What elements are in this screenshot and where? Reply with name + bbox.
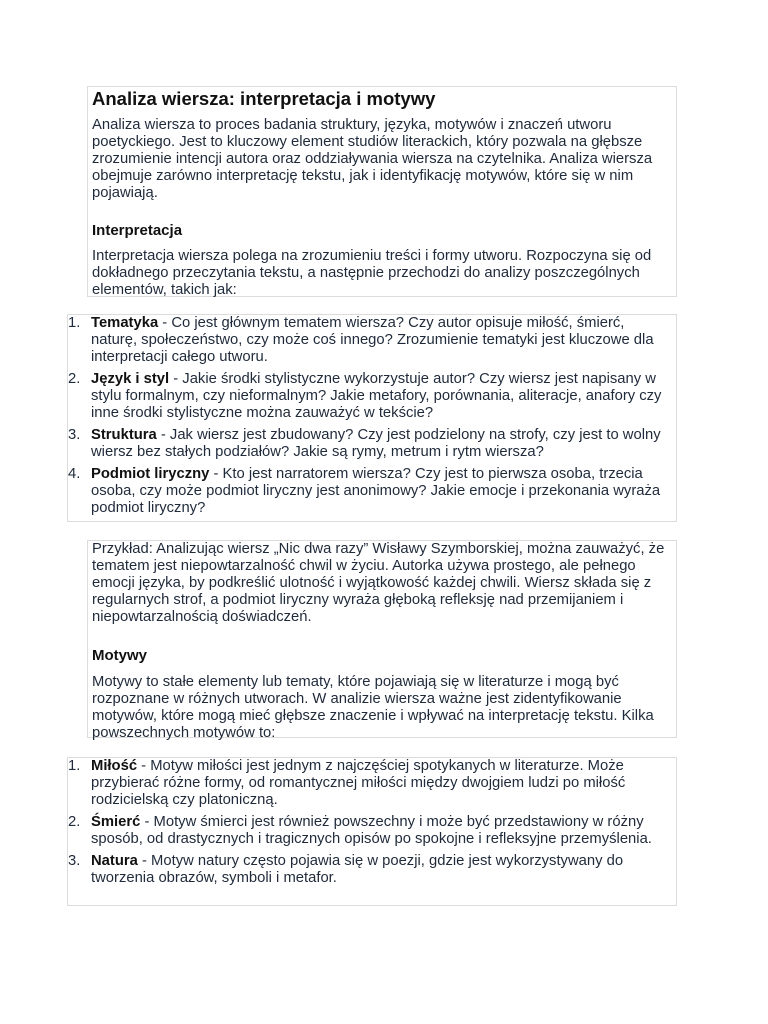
list-number: 4.: [68, 466, 81, 482]
list-item: [68, 371, 676, 422]
list-number: 2.: [68, 371, 81, 387]
list-description: - Co jest głównym tematem wiersza? Czy autor opisuje miłość, śmierć, naturę, społeczeństwo, czy może coś innego? Zrozumienie tematyki jest kluczowe dla interpretacji całego utworu.: [91, 315, 654, 365]
motifs-paragraph: Motywy to stałe elementy lub tematy, które pojawiają się w literaturze i mogą być rozpoznane w różnych utworach. W analizie wiersza ważne jest zidentyfikowanie motywów, które mogą mieć głębsze znaczenie i wpływać na interpretację tekstu. Kilka powszechnych motywów to:: [92, 674, 654, 741]
list-description: - Motyw miłości jest jednym z najczęściej spotykanych w literaturze. Może przybierać różne formy, od romantycznej miłości między dwojgiem ludzi po miłość rodzicielską czy platoniczną.: [91, 758, 626, 808]
list-item: [68, 466, 676, 517]
list-term: Miłość: [91, 758, 138, 774]
list-term: Natura: [91, 853, 138, 869]
list-description: - Kto jest narratorem wiersza? Czy jest to pierwsza osoba, trzecia osoba, czy może podmiot liryczny jest anonimowy? Jakie emocje i przekonania wyraża podmiot liryczny?: [91, 466, 661, 516]
motifs-list: [68, 758, 676, 887]
interpretation-list-section: [67, 314, 677, 522]
example-paragraph: Przykład: Analizując wiersz „Nic dwa razy” Wisławy Szymborskiej, można zauważyć, że tematem jest niepowtarzalność chwil w życiu. Autorka używa prostego, ale pełnego emocji języka, by podkreślić ulotność i wyjątkowość każdej chwili. Wiersz składa się z regularnych strof, a podmiot liryczny wyraża głęboką refleksję nad przemijaniem i niepowtarzalnością doświadczeń.: [92, 541, 665, 625]
list-term: Struktura: [91, 427, 157, 443]
list-item: [68, 758, 676, 809]
list-item: [68, 427, 676, 461]
example-section: [87, 540, 677, 741]
list-number: 3.: [68, 427, 81, 443]
interpretation-heading: Interpretacja: [92, 222, 183, 239]
intro-paragraph: Analiza wiersza to proces badania struktury, języka, motywów i znaczeń utworu poetyckiego. Jest to kluczowy element studiów literackich, który pozwala na głębsze zrozumienie intencji autora oraz oddziaływania wiersza na czytelnika. Analiza wiersza obejmuje zarówno interpretację tekstu, jak i identyfikację motywów, które się w nim pojawiają.: [92, 117, 653, 201]
list-description: - Jakie środki stylistyczne wykorzystuje autor? Czy wiersz jest napisany w stylu formalnym, czy nieformalnym? Jakie metafory, porównania, aliteracje, anafory czy inne środki stylistyczne można zauważyć w tekście?: [91, 371, 662, 421]
list-term: Podmiot liryczny: [91, 466, 210, 482]
list-item: [68, 853, 676, 887]
list-term: Język i styl: [91, 371, 170, 387]
interpretation-list: [68, 315, 676, 517]
motifs-list-section: [67, 757, 677, 906]
interpretation-paragraph: Interpretacja wiersza polega na zrozumieniu treści i formy utworu. Rozpoczyna się od dokładnego przeczytania tekstu, a następnie przechodzi do analizy poszczególnych elementów, takich jak:: [92, 248, 652, 298]
list-term: Śmierć: [91, 814, 141, 830]
list-item: [68, 315, 676, 366]
intro-section: [87, 86, 677, 297]
list-number: 3.: [68, 853, 81, 869]
list-description: - Jak wiersz jest zbudowany? Czy jest podzielony na strofy, czy jest to wolny wiersz bez stałych podziałów? Jakie są rymy, metrum i rytm wiersza?: [91, 427, 661, 460]
list-description: - Motyw natury często pojawia się w poezji, gdzie jest wykorzystywany do tworzenia obrazów, symboli i metafor.: [91, 853, 624, 886]
motifs-heading: Motywy: [92, 647, 148, 664]
page-title: Analiza wiersza: interpretacja i motywy: [92, 88, 436, 109]
list-term: Tematyka: [91, 315, 159, 331]
list-number: 2.: [68, 814, 81, 830]
list-number: 1.: [68, 758, 81, 774]
list-description: - Motyw śmierci jest również powszechny i może być przedstawiony w różny sposób, od drastycznych i tragicznych opisów po spokojne i refleksyjne przemyślenia.: [91, 814, 652, 847]
list-item: [68, 814, 676, 848]
list-number: 1.: [68, 315, 81, 331]
